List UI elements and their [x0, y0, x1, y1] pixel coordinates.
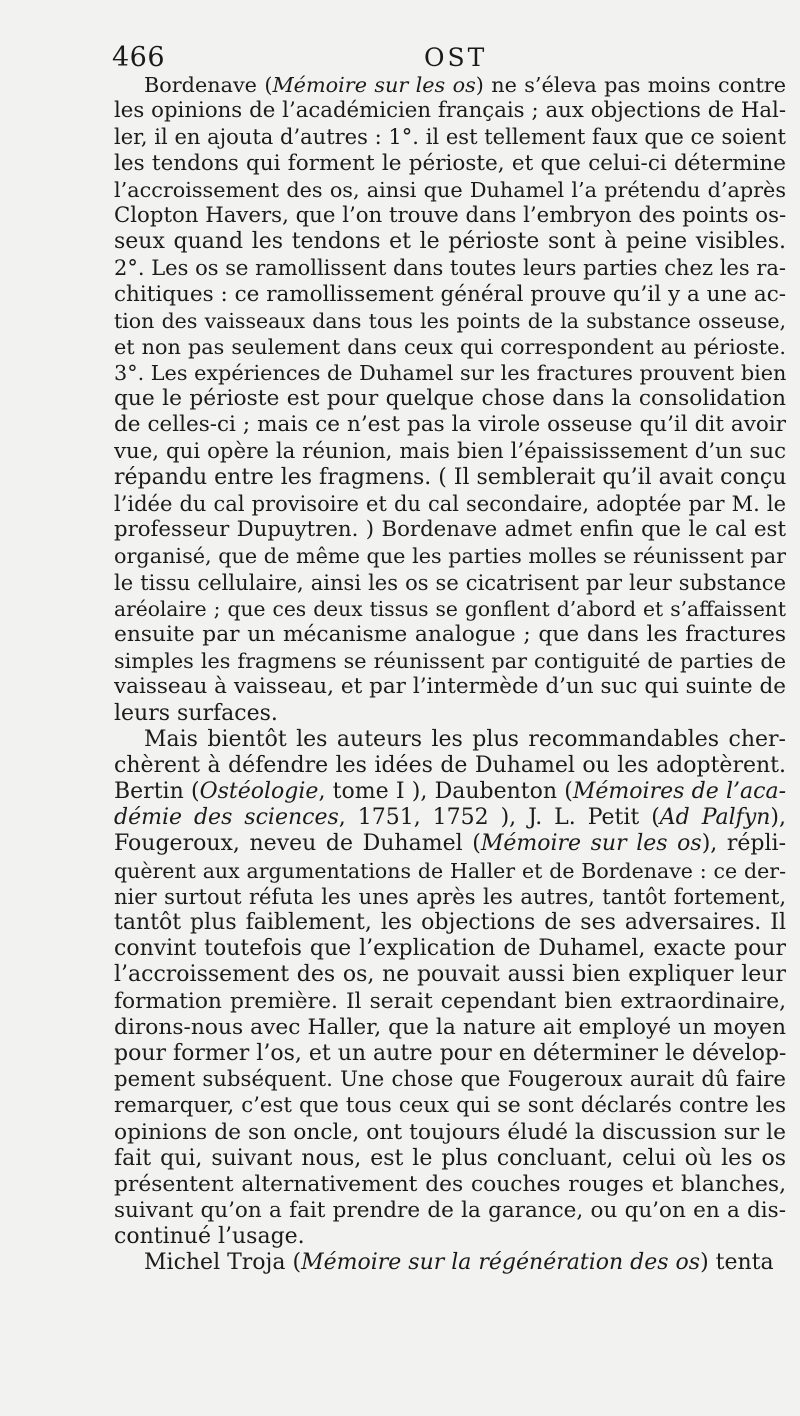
text-segment: présentent alternativement des couches rouges et blanches,	[114, 1171, 786, 1197]
text-segment: le tissu cellulaire, ainsi les os se cicatrisent par leur substance	[114, 570, 786, 595]
text-segment: remarquer, c’est que tous ceux qui se sont déclarés contre les	[114, 1093, 786, 1119]
text-line	[114, 334, 786, 360]
text-line	[114, 1015, 786, 1041]
text-segment: pement subséquent. Une chose que Fougeroux aurait dû faire	[114, 1067, 786, 1093]
text-segment: dirons-nous avec Haller, que la nature ait employé un moyen	[114, 1014, 786, 1040]
text-segment: fait qui, suivant nous, est le plus concluant, celui où les os	[114, 1145, 786, 1171]
text-line	[114, 1120, 786, 1146]
text-segment: que le périoste est pour quelque chose dans la consolidation	[114, 386, 786, 412]
text-segment: professeur Dupuytren. ) Bordenave admet enfin que le cal est	[114, 517, 786, 543]
text-segment: l’idée du cal provisoire et du cal secondaire, adoptée par M. le	[114, 492, 786, 516]
text-line	[114, 1093, 786, 1119]
text-segment: Clopton Havers, que l’on trouve dans l’embryon des points os-	[114, 202, 786, 228]
text-line	[114, 1224, 786, 1250]
text-segment: de celles-ci ; mais ce n’est pas la virole osseuse qu’il dit avoir	[114, 412, 786, 438]
text-line	[114, 910, 786, 936]
text-line	[114, 151, 786, 177]
text-line	[114, 884, 786, 910]
text-segment: tantôt plus faiblement, les objections de ses adversaires. Il	[114, 910, 786, 935]
text-segment: l’accroissement des os, ne pouvait aussi bien expliquer leur	[114, 962, 786, 988]
text-segment: aréolaire ; que ces deux tissus se gonflent d’abord et s’affaissent	[114, 596, 786, 621]
text-segment: chèrent à défendre les idées de Duhamel ou les adoptèrent.	[114, 752, 786, 778]
text-line	[114, 1198, 786, 1224]
text-segment: et non pas seulement dans ceux qui correspondent au périoste.	[114, 334, 786, 359]
text-line	[114, 255, 786, 281]
text-line	[114, 465, 786, 491]
text-line	[114, 439, 786, 465]
text-line	[114, 805, 786, 831]
text-segment: leurs surfaces.	[114, 700, 278, 726]
text-segment: opinions de son oncle, ont toujours éludé la discussion sur le	[114, 1119, 786, 1145]
text-line	[114, 124, 786, 150]
text-segment: , tome I ), Daubenton (	[318, 779, 573, 805]
text-segment: pour former l’os, et un autre pour en déterminer le dévelop-	[114, 1040, 786, 1066]
text-segment: vue, qui opère la réunion, mais bien l’épaississement d’un suc	[114, 438, 786, 464]
text-segment: simples les fragmens se réunissent par contiguité de parties de	[114, 649, 786, 674]
italic-title: Ostéologie	[199, 779, 319, 805]
text-line	[114, 753, 786, 779]
italic-title: Mémoires de l’aca-	[572, 779, 786, 805]
body-text	[114, 72, 786, 1277]
text-line	[114, 543, 786, 569]
text-line	[114, 1067, 786, 1093]
text-line	[114, 229, 786, 255]
italic-title: Mémoire sur les os	[272, 73, 476, 97]
text-line	[114, 962, 786, 988]
text-line	[114, 412, 786, 438]
text-line	[114, 1250, 786, 1276]
text-line	[114, 701, 786, 727]
text-segment: seux quand les tendons et le périoste sont à peine visibles.	[114, 229, 786, 255]
text-segment: l’accroissement des os, ainsi que Duhamel l’a prétendu d’après	[114, 177, 786, 202]
text-line	[114, 517, 786, 543]
text-line	[114, 936, 786, 962]
text-line	[114, 858, 786, 884]
text-line	[114, 674, 786, 700]
text-line	[114, 596, 786, 622]
text-segment: les tendons qui forment le périoste, et que celui-ci détermine	[114, 150, 786, 176]
text-segment: formation première. Il serait cependant bien extraordinaire,	[114, 988, 786, 1014]
text-line	[114, 831, 786, 857]
text-line	[114, 1041, 786, 1067]
text-line	[114, 1172, 786, 1198]
italic-title: Mémoire sur les os	[480, 831, 702, 857]
text-line	[114, 203, 786, 229]
text-segment: ), répli-	[701, 831, 786, 857]
text-segment: répandu entre les fragmens. ( Il semblerait qu’il avait conçu	[114, 464, 786, 490]
text-segment: ler, il en ajouta d’autres : 1°. il est tellement faux que ce soient	[114, 125, 786, 150]
text-segment: continué l’usage.	[114, 1224, 305, 1250]
text-segment: chitiques : ce ramollissement général prouve qu’il y a une ac-	[114, 281, 786, 307]
page-number: 466	[112, 42, 166, 73]
text-line	[114, 98, 786, 124]
text-segment: Michel Troja (	[144, 1250, 302, 1276]
text-segment: vaisseau à vaisseau, et par l’intermède d’un suc qui suinte de	[114, 674, 786, 700]
text-line	[114, 1146, 786, 1172]
text-segment: ) ne s’éleva pas moins contre	[475, 73, 786, 97]
text-segment: quèrent aux argumentations de Haller et de Bordenave : ce der-	[114, 858, 786, 883]
text-segment: Mais bientôt les auteurs les plus recommandables cher-	[144, 726, 786, 752]
text-segment: ),	[770, 805, 786, 831]
text-segment: , 1751, 1752 ), J. L. Petit (	[338, 805, 660, 831]
paragraph	[114, 72, 786, 727]
text-segment: 3°. Les expériences de Duhamel sur les fractures prouvent bien	[114, 361, 786, 386]
text-segment: Bordenave (	[144, 73, 273, 97]
text-segment: organisé, que de même que les parties molles se réunissent par	[114, 544, 786, 569]
text-segment: suivant qu’on a fait prendre de la garance, ou qu’on en a dis-	[114, 1198, 786, 1224]
text-line	[114, 386, 786, 412]
text-segment: tion des vaisseaux dans tous les points de la substance osseuse,	[114, 308, 786, 333]
text-line	[114, 989, 786, 1015]
text-line	[114, 72, 786, 98]
text-segment: 2°. Les os se ramollissent dans toutes leurs parties chez les ra-	[114, 256, 786, 281]
text-line	[114, 727, 786, 753]
text-line	[114, 360, 786, 386]
paragraph	[114, 1250, 786, 1276]
text-segment: ) tenta	[700, 1250, 774, 1276]
text-line	[114, 622, 786, 648]
text-segment: ensuite par un mécanisme analogue ; que dans les fractures	[114, 621, 786, 647]
text-segment: Bertin (	[114, 779, 200, 805]
text-line	[114, 308, 786, 334]
text-line	[114, 177, 786, 203]
text-line	[114, 570, 786, 596]
text-line	[114, 779, 786, 805]
running-head: OST	[424, 43, 488, 72]
text-segment: convint toutefois que l’explication de Duhamel, exacte pour	[114, 936, 786, 962]
text-line	[114, 491, 786, 517]
italic-title: Ad Palfyn	[659, 805, 771, 831]
italic-title: démie des sciences	[114, 805, 339, 831]
text-segment: Fougeroux, neveu de Duhamel (	[114, 831, 481, 857]
italic-title: Mémoire sur la régénération des os	[301, 1250, 701, 1276]
text-line	[114, 282, 786, 308]
text-line	[114, 648, 786, 674]
text-segment: nier surtout réfuta les unes après les autres, tantôt fortement,	[114, 884, 786, 909]
paragraph	[114, 727, 786, 1251]
text-segment: les opinions de l’académicien français ; aux objections de Hal-	[114, 98, 786, 124]
